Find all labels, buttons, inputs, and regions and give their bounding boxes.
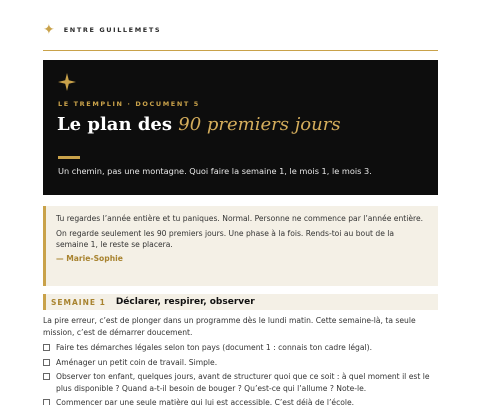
page-title: [57, 114, 341, 135]
checklist-item-text: Commencer par une seule matière qui lui est accessible. C’est déjà de l’école.: [56, 398, 355, 405]
checkbox[interactable]: [43, 344, 50, 351]
brand-header: [43, 23, 161, 37]
checklist-item-text: Observer ton enfant, quelques jours, avant de structurer quoi que ce soit : à quel moment il est le plus disponible ? Quand a-t-il besoin de bouger ? Qu’est-ce qui l’allume ? Note-le.: [56, 372, 430, 393]
title-accent: 90 premiers jours: [178, 114, 341, 135]
week-intro: La pire erreur, c’est de plonger dans un programme dès le lundi matin. Cette semaine-là, ta seule mission, c’est de démarrer doucement.: [43, 316, 416, 337]
week-1-checklist: [43, 342, 438, 405]
quote-paragraph-1: Tu regardes l’année entière et tu paniques. Normal. Personne ne commence par l’année entière.: [56, 214, 424, 223]
week-label: SEMAINE 1: [51, 297, 106, 307]
checkbox[interactable]: [43, 373, 50, 380]
header-divider: [43, 50, 438, 51]
checklist-item-text: Aménager un petit coin de travail. Simple.: [56, 357, 218, 367]
quote-signature: — Marie-Sophie: [56, 254, 123, 263]
checklist-item-text: Faire tes démarches légales selon ton pays (document 1 : connais ton cadre légal).: [56, 343, 372, 352]
checklist-item: [43, 357, 438, 369]
week-title: Déclarer, respirer, observer: [115, 297, 255, 307]
checklist-item: [43, 371, 438, 394]
title-underline: [58, 156, 80, 159]
hero-banner: [43, 60, 438, 195]
brand-name: ENTRE GUILLEMETS: [63, 26, 162, 34]
checkbox[interactable]: [43, 399, 50, 405]
sparkle-icon: [58, 73, 76, 91]
title-main: Le plan des: [57, 114, 172, 135]
checkbox[interactable]: [43, 359, 50, 366]
page-subtitle: Un chemin, pas une montagne. Quoi faire la semaine 1, le mois 1, le mois 3.: [58, 166, 372, 176]
checklist-item: [43, 342, 438, 354]
four-point-star-icon: ✦: [43, 22, 55, 38]
intro-quote: [43, 206, 438, 286]
checklist-item: [43, 397, 438, 405]
quote-paragraph-2: On regarde seulement les 90 premiers jours. Une phase à la fois. Rends-toi au bout de la semaine 1, le reste se placera.: [56, 229, 395, 249]
week-1-heading: [43, 294, 438, 310]
document-kicker: LE TREMPLIN · DOCUMENT 5: [58, 100, 200, 108]
